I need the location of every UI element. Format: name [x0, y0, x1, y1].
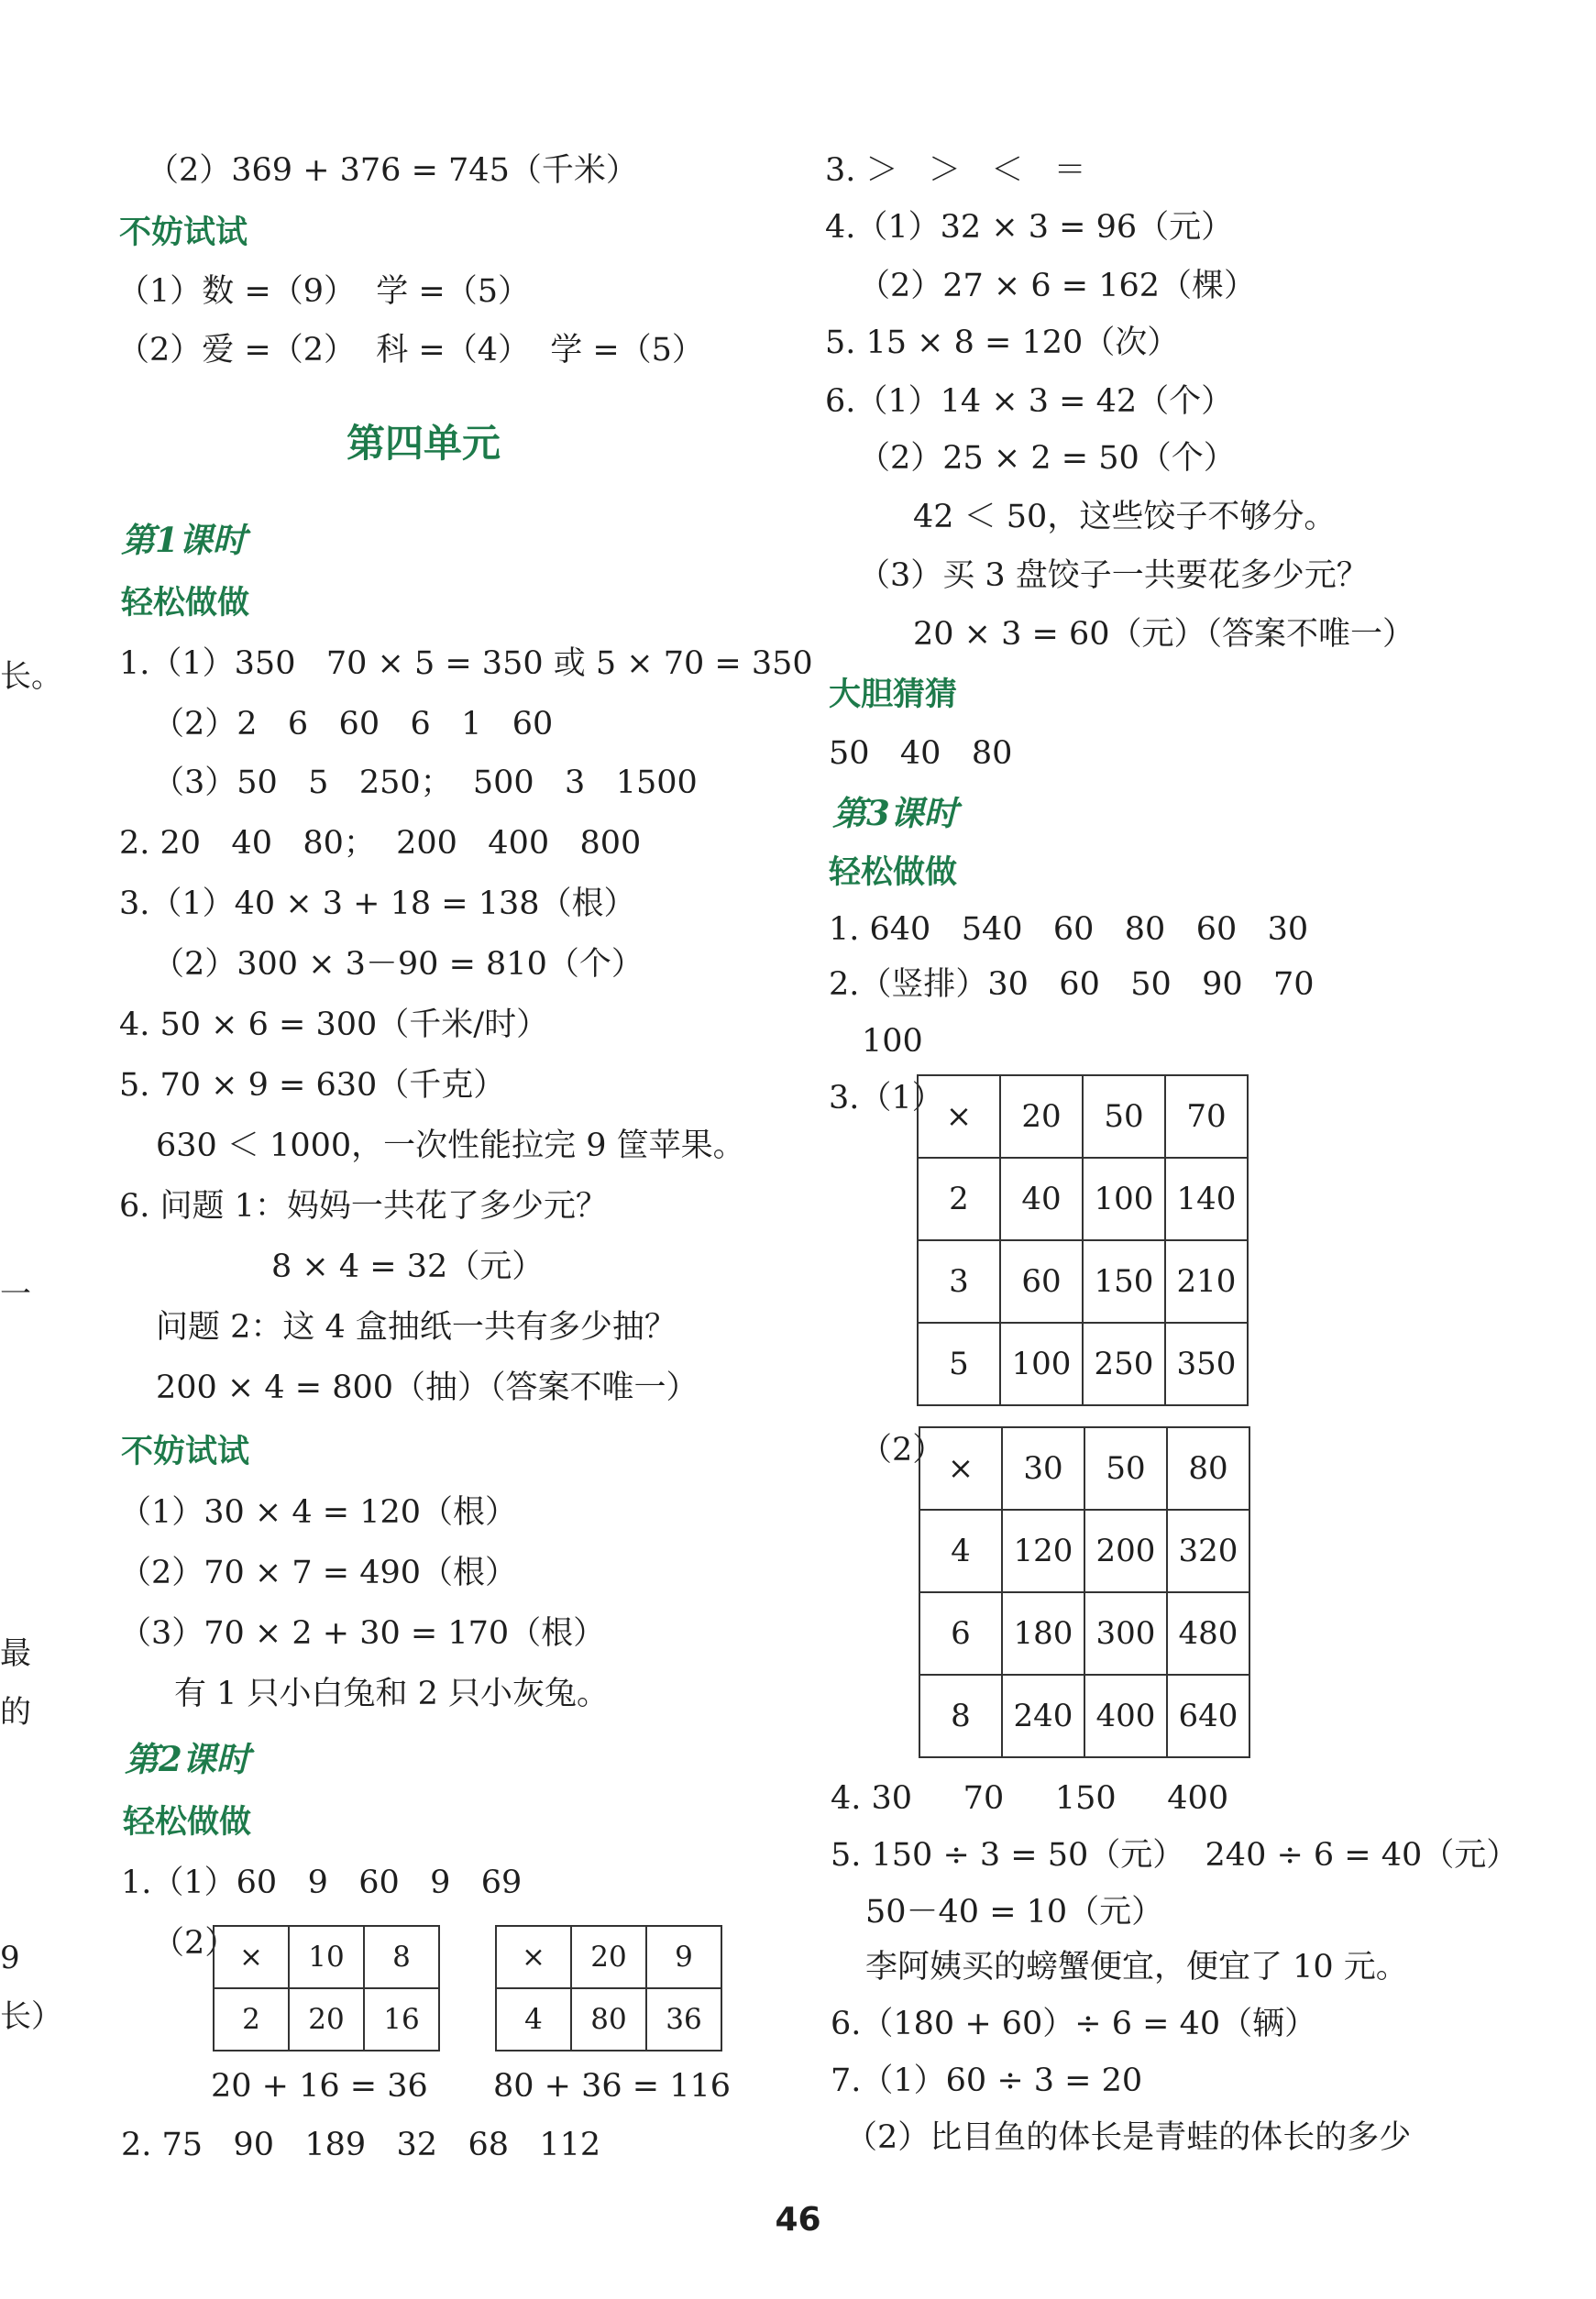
table-cell: 5 — [918, 1323, 1000, 1405]
answer-line: 20 + 16 = 36 — [211, 2068, 428, 2105]
unit-title: 第四单元 — [347, 421, 501, 466]
table-cell: 640 — [1167, 1675, 1249, 1757]
table-cell: 400 — [1084, 1675, 1167, 1757]
table-cell: 20 — [289, 1988, 364, 2051]
page-number: 46 — [775, 2201, 821, 2238]
table-cell: 120 — [1002, 1510, 1084, 1592]
table-cell: 9 — [646, 1926, 721, 1988]
table-cell: × — [496, 1926, 571, 1988]
answer-line: （3）买 3 盘饺子一共要花多少元？ — [858, 557, 1369, 594]
table-cell: 8 — [364, 1926, 439, 1988]
answer-line: 5. 150 ÷ 3 = 50（元） 240 ÷ 6 = 40（元） — [831, 1837, 1519, 1874]
edge-fragment: 长） — [0, 1998, 62, 2035]
table-cell: 4 — [919, 1510, 1002, 1592]
multiplication-table — [919, 1426, 1250, 1758]
answer-line: （2）爱 =（2） 科 =（4） 学 =（5） — [117, 332, 704, 368]
table-cell: × — [214, 1926, 289, 1988]
answer-line: 6.（180 + 60）÷ 6 = 40（辆） — [831, 2006, 1317, 2042]
multiplication-table — [495, 1925, 722, 2052]
lesson-heading: 第2课时 — [125, 1739, 250, 1779]
answer-line: 5. 70 × 9 = 630（千克） — [119, 1067, 506, 1104]
answer-line: 2.（竖排）30 60 50 90 70 — [829, 966, 1315, 1003]
answer-line: 50－40 = 10（元） — [865, 1894, 1164, 1930]
table-cell: 200 — [1084, 1510, 1167, 1592]
answer-line: （2）比目鱼的体长是青蛙的体长的多少 — [845, 2119, 1412, 2156]
answer-line: （3）70 × 2 + 30 = 170（根） — [119, 1615, 606, 1652]
table-cell: 20 — [1000, 1075, 1083, 1158]
edge-fragment: 一 — [0, 1276, 31, 1313]
table-cell: 50 — [1083, 1075, 1165, 1158]
answer-line: 3.（1）40 × 3 + 18 = 138（根） — [119, 886, 636, 922]
table-cell: 320 — [1167, 1510, 1249, 1592]
table-cell: 100 — [1000, 1323, 1083, 1405]
table-cell: 2 — [214, 1988, 289, 2051]
answer-line: 8 × 4 = 32（元） — [271, 1248, 545, 1285]
section-heading-try: 不妨试试 — [119, 214, 248, 251]
answer-line: 50 40 80 — [829, 735, 1013, 772]
answer-line: 1. 640 540 60 80 60 30 — [829, 911, 1309, 948]
answer-line: 4. 30 70 150 400 — [831, 1780, 1229, 1817]
answer-line: 7.（1）60 ÷ 3 = 20 — [831, 2062, 1143, 2099]
edge-fragment: 最 — [0, 1635, 31, 1672]
question-label: （2） — [860, 1432, 945, 1468]
table-cell: 36 — [646, 1988, 721, 2051]
table-cell: 4 — [496, 1988, 571, 2051]
table-cell: 2 — [918, 1158, 1000, 1240]
answer-line: 3. ＞ ＞ ＜ ＝ — [825, 152, 1086, 189]
question-label: （2） — [152, 1925, 237, 1962]
answer-line: 80 + 36 = 116 — [493, 2068, 732, 2105]
table-cell: 240 — [1002, 1675, 1084, 1757]
table-cell: 80 — [1167, 1427, 1249, 1510]
section-heading-easy: 轻松做做 — [123, 1804, 252, 1841]
table-cell: 140 — [1165, 1158, 1248, 1240]
answer-line: 42 ＜ 50，这些饺子不够分。 — [913, 499, 1337, 535]
table-cell: 100 — [1083, 1158, 1165, 1240]
answer-line: 5. 15 × 8 = 120（次） — [825, 324, 1180, 361]
table-cell: 350 — [1165, 1323, 1248, 1405]
table-cell: 16 — [364, 1988, 439, 2051]
answer-line: 20 × 3 = 60（元）（答案不唯一） — [913, 616, 1414, 653]
table-cell: 480 — [1167, 1592, 1249, 1675]
answer-line: 4. 50 × 6 = 300（千米/时） — [119, 1006, 549, 1043]
answer-line: 6. 问题 1：妈妈一共花了多少元？ — [119, 1188, 608, 1225]
table-cell: 8 — [919, 1675, 1002, 1757]
answer-line: 200 × 4 = 800（抽）（答案不唯一） — [156, 1370, 699, 1406]
answer-line: 100 — [862, 1023, 923, 1060]
table-cell: 6 — [919, 1592, 1002, 1675]
table-cell: 210 — [1165, 1240, 1248, 1323]
answer-line: （2）369 + 376 = 745（千米） — [147, 152, 638, 189]
section-heading-guess: 大胆猜猜 — [829, 676, 958, 713]
lesson-heading: 第1课时 — [121, 520, 247, 560]
section-heading-try: 不妨试试 — [121, 1434, 250, 1470]
table-cell: 300 — [1084, 1592, 1167, 1675]
answer-line: 1.（1）350 70 × 5 = 350 或 5 × 70 = 350 — [119, 645, 813, 682]
answer-line: （2）25 × 2 = 50（个） — [858, 440, 1236, 477]
table-cell: 20 — [571, 1926, 646, 1988]
answer-line: （3）50 5 250； 500 3 1500 — [152, 764, 698, 801]
answer-line: 2. 20 40 80； 200 400 800 — [119, 825, 642, 862]
answer-line: （2）2 6 60 6 1 60 — [152, 706, 554, 742]
lesson-heading: 第3课时 — [832, 793, 958, 833]
table-cell: 10 — [289, 1926, 364, 1988]
table-cell: 250 — [1083, 1323, 1165, 1405]
answer-line: 有 1 只小白兔和 2 只小灰兔。 — [174, 1676, 610, 1712]
table-cell: 150 — [1083, 1240, 1165, 1323]
answer-line: （1）数 =（9） 学 =（5） — [117, 273, 530, 310]
table-cell: 50 — [1084, 1427, 1167, 1510]
table-cell: 30 — [1002, 1427, 1084, 1510]
answer-line: 李阿姨买的螃蟹便宜，便宜了 10 元。 — [865, 1949, 1408, 1986]
section-heading-easy: 轻松做做 — [829, 854, 958, 891]
answer-line: （1）30 × 4 = 120（根） — [119, 1494, 518, 1531]
table-cell: × — [918, 1075, 1000, 1158]
question-label: 3.（1） — [829, 1080, 944, 1116]
table-cell: 40 — [1000, 1158, 1083, 1240]
answer-line: 问题 2：这 4 盒抽纸一共有多少抽？ — [156, 1309, 677, 1346]
answer-line: （2）27 × 6 = 162（棵） — [858, 268, 1257, 304]
multiplication-table — [213, 1925, 440, 2052]
answer-line: 1.（1）60 9 60 9 69 — [121, 1864, 523, 1901]
answer-line: 2. 75 90 189 32 68 112 — [121, 2127, 601, 2163]
answer-line: （2）300 × 3－90 = 810（个） — [152, 946, 644, 983]
table-cell: 80 — [571, 1988, 646, 2051]
answer-line: （2）70 × 7 = 490（根） — [119, 1555, 518, 1591]
edge-fragment: 9 — [0, 1940, 20, 1976]
table-cell: 3 — [918, 1240, 1000, 1323]
table-cell: × — [919, 1427, 1002, 1510]
multiplication-table — [917, 1074, 1249, 1406]
answer-line: 6.（1）14 × 3 = 42（个） — [825, 383, 1234, 420]
answer-line: 4.（1）32 × 3 = 96（元） — [825, 209, 1234, 246]
answer-line: 630 ＜ 1000，一次性能拉完 9 筐苹果。 — [156, 1128, 745, 1164]
section-heading-easy: 轻松做做 — [121, 585, 250, 622]
table-cell: 180 — [1002, 1592, 1084, 1675]
edge-fragment: 长。 — [0, 658, 62, 695]
table-cell: 70 — [1165, 1075, 1248, 1158]
table-cell: 60 — [1000, 1240, 1083, 1323]
edge-fragment: 的 — [0, 1694, 31, 1731]
